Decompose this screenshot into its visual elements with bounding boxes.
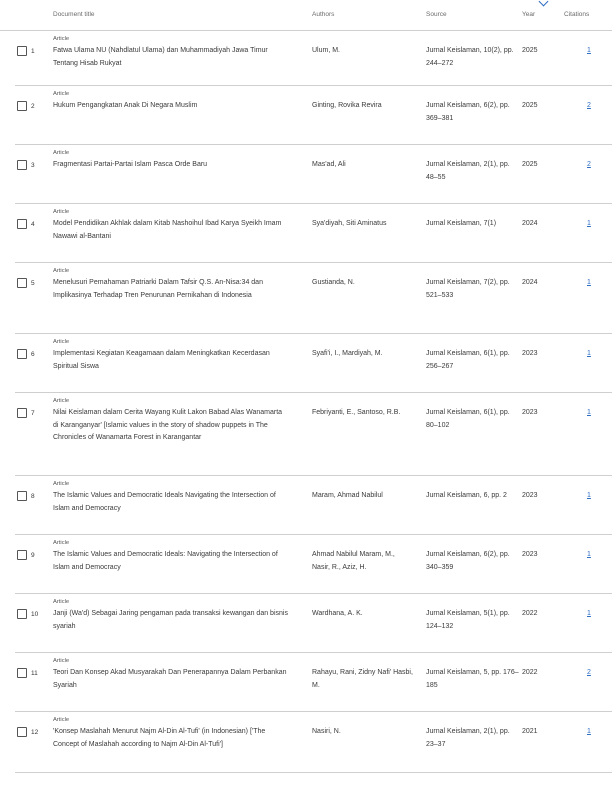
document-type-label: Article <box>53 599 70 605</box>
row-checkbox[interactable] <box>17 727 27 737</box>
year-value: 2023 <box>522 492 538 499</box>
table-row <box>15 85 612 145</box>
row-number: 10 <box>31 611 39 618</box>
authors-link[interactable]: Febriyanti, E., Santoso, R.B. <box>312 409 401 416</box>
citations-link[interactable]: 1 <box>587 409 591 416</box>
table-row <box>15 203 612 263</box>
column-header-document-title[interactable]: Document title <box>53 11 95 18</box>
row-checkbox[interactable] <box>17 491 27 501</box>
row-number: 7 <box>31 410 35 417</box>
authors-link[interactable]: Wardhana, A. K. <box>312 610 363 617</box>
year-value: 2024 <box>522 220 538 227</box>
document-type-label: Article <box>53 339 70 345</box>
document-title-link[interactable]: Implementasi Kegiatan Keagamaan dalam Meningkatkan Kecerdasan Spiritual Siswa <box>53 350 270 370</box>
document-title-link[interactable]: The Islamic Values and Democratic Ideals Navigating the Intersection of Islam and Democracy <box>53 492 276 512</box>
row-number: 1 <box>31 48 35 55</box>
document-type-label: Article <box>53 540 70 546</box>
chevron-down-icon[interactable] <box>539 0 549 6</box>
year-value: 2025 <box>522 161 538 168</box>
authors-link[interactable]: Rahayu, Rani, Zidny Nafi' Hasbi, M. <box>312 669 413 689</box>
document-title-link[interactable]: Fragmentasi Partai-Partai Islam Pasca Orde Baru <box>53 161 208 168</box>
authors-link[interactable]: Nasiri, N. <box>312 728 341 735</box>
authors-link[interactable]: Gustianda, N. <box>312 279 355 286</box>
table-row <box>15 392 612 476</box>
table-row <box>15 534 612 594</box>
year-value: 2025 <box>522 47 538 54</box>
row-number: 9 <box>31 552 35 559</box>
column-header-citations[interactable]: Citations <box>564 11 590 18</box>
row-number: 12 <box>31 729 39 736</box>
row-checkbox[interactable] <box>17 609 27 619</box>
citations-link[interactable]: 1 <box>587 220 591 227</box>
citations-link[interactable]: 2 <box>587 669 591 676</box>
source-link[interactable]: Jurnal Keislaman, 6(1), pp. 80–102 <box>426 409 510 429</box>
citations-link[interactable]: 2 <box>587 102 591 109</box>
source-link[interactable]: Jurnal Keislaman, 7(2), pp. 521–533 <box>426 279 510 299</box>
year-value: 2023 <box>522 409 538 416</box>
citations-link[interactable]: 1 <box>587 728 591 735</box>
row-checkbox[interactable] <box>17 219 27 229</box>
citations-link[interactable]: 1 <box>587 279 591 286</box>
row-number: 5 <box>31 280 35 287</box>
row-checkbox[interactable] <box>17 278 27 288</box>
row-checkbox[interactable] <box>17 101 27 111</box>
document-type-label: Article <box>53 717 70 723</box>
document-type-label: Article <box>53 150 70 156</box>
document-type-label: Article <box>53 91 70 97</box>
source-link[interactable]: Jurnal Keislaman, 2(1), pp. 48–55 <box>426 161 510 181</box>
authors-link[interactable]: Mas'ad, Ali <box>312 161 346 168</box>
source-link[interactable]: Jurnal Keislaman, 10(2), pp. 244–272 <box>426 47 514 67</box>
row-checkbox[interactable] <box>17 668 27 678</box>
year-value: 2022 <box>522 610 538 617</box>
table-row <box>15 144 612 204</box>
table-row <box>15 262 612 334</box>
row-checkbox[interactable] <box>17 349 27 359</box>
column-header-authors[interactable]: Authors <box>312 11 335 18</box>
source-link[interactable]: Jurnal Keislaman, 2(1), pp. 23–37 <box>426 728 510 748</box>
year-value: 2022 <box>522 669 538 676</box>
row-number: 4 <box>31 221 35 228</box>
table-row <box>15 652 612 712</box>
authors-link[interactable]: Ginting, Rovika Revira <box>312 102 382 109</box>
document-title-link[interactable]: Menelusuri Pemahaman Patriarki Dalam Tafsir Q.S. An-Nisa:34 dan Implikasinya Terhadap Tren Penurunan Pernikahan di Indonesia <box>53 279 263 299</box>
row-checkbox[interactable] <box>17 160 27 170</box>
citations-link[interactable]: 1 <box>587 610 591 617</box>
citations-link[interactable]: 1 <box>587 551 591 558</box>
table-row <box>15 475 612 535</box>
document-title-link[interactable]: The Islamic Values and Democratic Ideals: Navigating the Intersection of Islam and Democracy <box>53 551 278 571</box>
document-type-label: Article <box>53 481 70 487</box>
citations-link[interactable]: 1 <box>587 350 591 357</box>
document-title-link[interactable]: Hukum Pengangkatan Anak Di Negara Muslim <box>53 102 198 109</box>
source-link[interactable]: Jurnal Keislaman, 5, pp. 176–185 <box>426 669 519 689</box>
table-header <box>0 0 612 31</box>
table-row <box>15 711 612 773</box>
year-value: 2023 <box>522 350 538 357</box>
row-number: 11 <box>31 670 38 677</box>
row-checkbox[interactable] <box>17 46 27 56</box>
row-checkbox[interactable] <box>17 408 27 418</box>
document-type-label: Article <box>53 268 70 274</box>
row-number: 3 <box>31 162 35 169</box>
year-value: 2023 <box>522 551 538 558</box>
authors-link[interactable]: Syafi'i, I., Mardiyah, M. <box>312 350 383 357</box>
source-link[interactable]: Jurnal Keislaman, 6(2), pp. 340–359 <box>426 551 510 571</box>
authors-link[interactable]: Sya'diyah, Siti Aminatus <box>312 220 387 227</box>
document-title-link[interactable]: Fatwa Ulama NU (Nahdlatul Ulama) dan Muhammadiyah Jawa Timur Tentang Hisab Rukyat <box>53 47 268 67</box>
year-value: 2021 <box>522 728 538 735</box>
document-type-label: Article <box>53 209 70 215</box>
source-link[interactable]: Jurnal Keislaman, 6(1), pp. 256–267 <box>426 350 510 370</box>
authors-link[interactable]: Ahmad Nabilul Maram, M., Nasir, R., Aziz, H. <box>312 551 395 571</box>
document-type-label: Article <box>53 658 70 664</box>
row-checkbox[interactable] <box>17 550 27 560</box>
row-number: 6 <box>31 351 35 358</box>
document-title-link[interactable]: 'Konsep Maslahah Menurut Najm Al-Din Al-Tufi' (in Indonesian) ['The Concept of Maslahah according to Najm Al-Din Al-Tufi'] <box>53 728 266 748</box>
row-number: 2 <box>31 103 35 110</box>
table-row <box>15 593 612 653</box>
year-value: 2025 <box>522 102 538 109</box>
year-value: 2024 <box>522 279 538 286</box>
document-title-link[interactable]: Janji (Wa'd) Sebagai Jaring pengaman pada transaksi kewangan dan bisnis syariah <box>53 610 288 630</box>
document-title-link[interactable]: Nilai Keislaman dalam Cerita Wayang Kulit Lakon Babad Alas Wanamarta di Karanganyar' [Islamic values in the story of shadow puppets in The Chronicles of Wanamarta Forest in Karangantar <box>53 409 283 441</box>
citations-link[interactable]: 1 <box>587 47 591 54</box>
column-header-source[interactable]: Source <box>426 11 447 18</box>
table-row <box>15 333 612 393</box>
source-link[interactable]: Jurnal Keislaman, 5(1), pp. 124–132 <box>426 610 510 630</box>
row-number: 8 <box>31 493 35 500</box>
document-title-link[interactable]: Model Pendidikan Akhlak dalam Kitab Nashoihul Ibad Karya Syeikh Imam Nawawi al-Bantani <box>53 220 282 240</box>
table-row <box>15 30 612 86</box>
citations-link[interactable]: 1 <box>587 492 591 499</box>
authors-link[interactable]: Maram, Ahmad Nabilul <box>312 492 383 499</box>
source-link[interactable]: Jurnal Keislaman, 6, pp. 2 <box>426 492 507 499</box>
source-link[interactable]: Jurnal Keislaman, 6(2), pp. 369–381 <box>426 102 510 122</box>
source-link[interactable]: Jurnal Keislaman, 7(1) <box>426 220 497 227</box>
authors-link[interactable]: Ulum, M. <box>312 47 340 54</box>
column-header-year[interactable]: Year <box>522 11 536 18</box>
document-title-link[interactable]: Teori Dan Konsep Akad Musyarakah Dan Penerapannya Dalam Perbankan Syariah <box>53 669 287 689</box>
document-type-label: Article <box>53 36 70 42</box>
citations-link[interactable]: 2 <box>587 161 591 168</box>
document-type-label: Article <box>53 398 70 404</box>
